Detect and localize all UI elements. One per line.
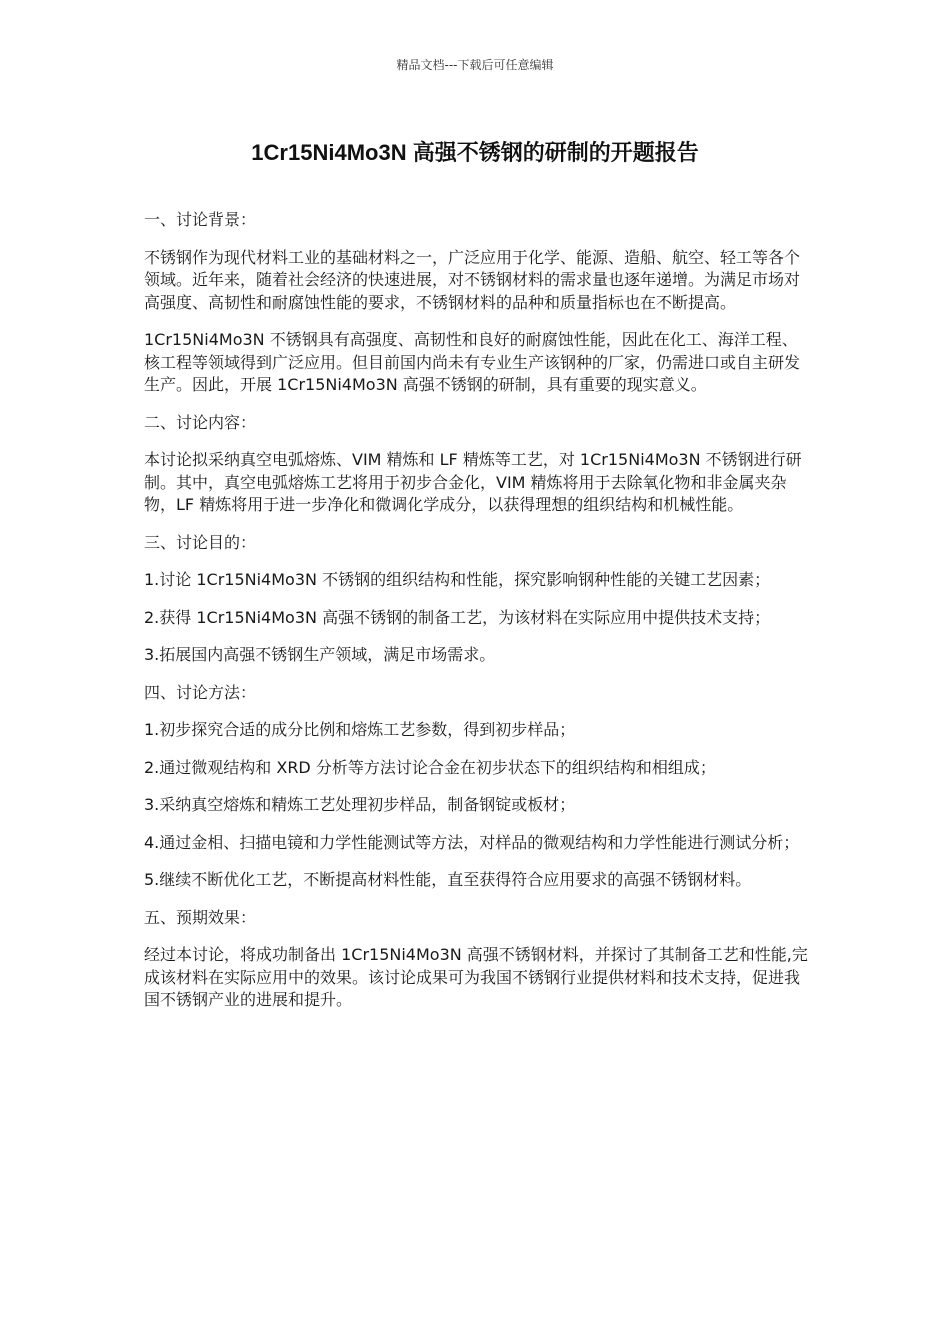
list-item-method-4: 4.通过金相、扫描电镜和力学性能测试等方法，对样品的微观结构和力学性能进行测试分析； xyxy=(144,832,800,852)
list-item-method-5: 5.继续不断优化工艺，不断提高材料性能，直至获得符合应用要求的高强不锈钢材料。 xyxy=(144,870,752,889)
paragraph-background-2: 1Cr15Ni4Mo3N 不锈钢具有高强度、高韧性和良好的耐腐蚀性能，因此在化工、海洋工程、核工程等领域得到广泛应用。但目前国内尚未有专业生产该钢种的厂家，仍需进口或自主研发生产。因此，开展 1Cr15Ni4Mo3N 高强不锈钢的研制，具有重要的现实意义。 xyxy=(144,330,801,394)
paragraph-content: 本讨论拟采纳真空电弧熔炼、VIM 精炼和 LF 精炼等工艺，对 1Cr15Ni4Mo3N 不锈钢进行研制。其中，真空电弧熔炼工艺将用于初步合金化，VIM 精炼将用于去除氧化物和非金属夹杂物，LF 精炼将用于进一步净化和微调化学成分，以获得理想的组织结构和机械性能。 xyxy=(144,450,802,514)
list-item-method-2: 2.通过微观结构和 XRD 分析等方法讨论合金在初步状态下的组织结构和相组成； xyxy=(144,757,716,777)
list-item-purpose-1: 1.讨论 1Cr15Ni4Mo3N 不锈钢的组织结构和性能，探究影响钢种性能的关键工艺因素； xyxy=(144,570,771,589)
list-item-purpose-2: 2.获得 1Cr15Ni4Mo3N 高强不锈钢的制备工艺，为该材料在实际应用中提供技术支持； xyxy=(144,607,771,627)
section-heading-purpose: 三、讨论目的： xyxy=(144,532,257,552)
section-heading-method: 四、讨论方法： xyxy=(144,682,257,702)
list-item-purpose-3: 3.拓展国内高强不锈钢生产领域，满足市场需求。 xyxy=(144,645,496,664)
paragraph-background-1: 不锈钢作为现代材料工业的基础材料之一，广泛应用于化学、能源、造船、航空、轻工等各个领域。近年来，随着社会经济的快速进展，对不锈钢材料的需求量也逐年递增。为满足市场对高强度、高韧性和耐腐蚀性能的要求，不锈钢材料的品种和质量指标也在不断提高。 xyxy=(144,247,801,312)
section-heading-background: 一、讨论背景： xyxy=(144,210,257,229)
document-title: 1Cr15Ni4Mo3N 高强不锈钢的研制的开题报告 xyxy=(251,140,699,165)
section-heading-expected: 五、预期效果： xyxy=(144,907,257,927)
document-body xyxy=(144,209,810,1027)
list-item-method-3: 3.采纳真空熔炼和精炼工艺处理初步样品，制备钢锭或板材； xyxy=(144,795,576,814)
section-heading-content: 二、讨论内容： xyxy=(144,412,257,432)
paragraph-expected: 经过本讨论，将成功制备出 1Cr15Ni4Mo3N 高强不锈钢材料，并探讨了其制备工艺和性能,完成该材料在实际应用中的效果。该讨论成果可为我国不锈钢行业提供材料和技术支持，促进我国不锈钢产业的进展和提升。 xyxy=(144,945,808,1009)
list-item-method-1: 1.初步探究合适的成分比例和熔炼工艺参数，得到初步样品； xyxy=(144,720,576,739)
page-header: 精品文档---下载后可任意编辑 xyxy=(396,58,554,72)
